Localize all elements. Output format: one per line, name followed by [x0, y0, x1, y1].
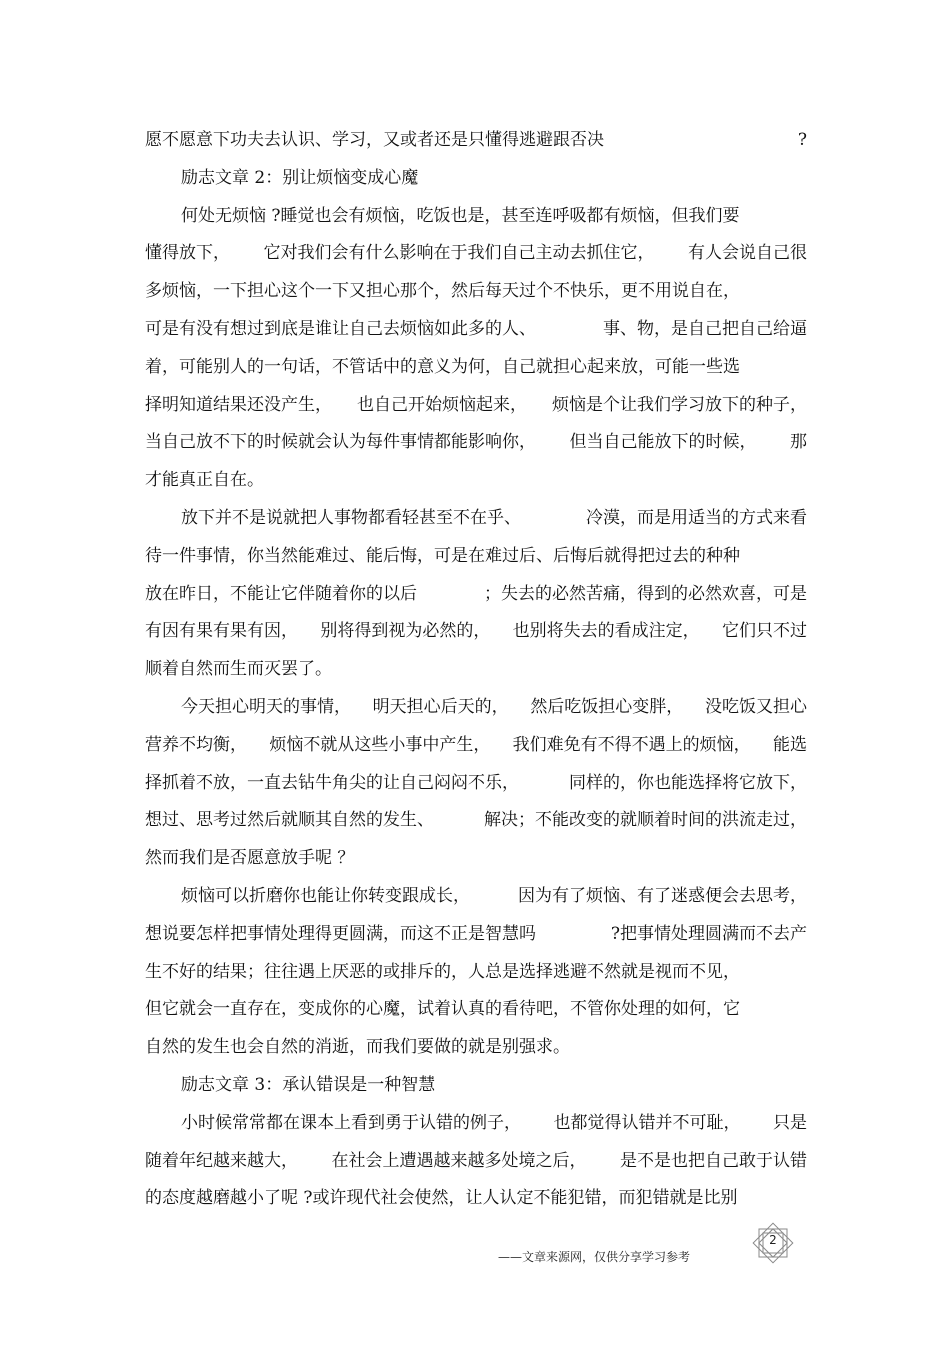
- text-segment: 别将得到视为必然的，: [320, 621, 491, 642]
- text-segment: 在社会上遭遇越来越多处境之后，: [331, 1150, 587, 1171]
- text-segment: 明天担心后天的，: [372, 696, 509, 717]
- text-segment: 也别将失去的看成注定，: [512, 621, 700, 642]
- text-segment: ?: [797, 130, 807, 150]
- text-line: [145, 576, 807, 614]
- text-segment: 但当自己能放下的时候，: [569, 432, 757, 453]
- text-line: [145, 954, 807, 992]
- text-segment: 待一件事情，你当然能难过、能后悔，可是在难过后、后悔后就得把过去的种种: [145, 545, 740, 566]
- text-line: [145, 198, 807, 236]
- text-segment: ；失去的必然苦痛，得到的必然欢喜，可是: [484, 583, 807, 604]
- text-segment: ?把事情处理圆满而不去产: [610, 923, 807, 944]
- text-line: [145, 689, 807, 727]
- text-segment: 它对我们会有什么影响在于我们自己主动去抓住它，: [263, 243, 655, 264]
- text-segment: 何处无烦恼 ?睡觉也会有烦恼，吃饭也是，甚至连呼吸都有烦恼，但我们要: [181, 205, 740, 226]
- text-segment: 放下并不是说就把人事物都看轻甚至不在乎、: [181, 507, 521, 528]
- text-line: [145, 273, 807, 311]
- text-segment: 励志文章 3：承认错误是一种智慧: [181, 1074, 436, 1095]
- text-line: [145, 500, 807, 538]
- text-segment: 然后吃饭担心变胖，: [530, 696, 684, 717]
- text-segment: 营养不均衡，: [145, 734, 247, 755]
- text-line: [145, 991, 807, 1029]
- text-segment: 烦恼可以折磨你也能让你转变跟成长，: [181, 885, 470, 906]
- text-segment: 随着年纪越来越大，: [145, 1150, 298, 1171]
- text-segment: 因为有了烦恼、有了迷惑便会去思考，: [518, 885, 807, 906]
- text-segment: 但它就会一直存在，变成你的心魔，试着认真的看待吧，不管你处理的如何，它: [145, 999, 740, 1020]
- text-segment: 有因有果有果有因，: [145, 621, 298, 642]
- text-segment: 择抓着不放，一直去钻牛角尖的让自己闷闷不乐，: [145, 772, 519, 793]
- text-line: [145, 878, 807, 916]
- text-segment: 我们难免有不得不遇上的烦恼，: [512, 734, 751, 755]
- text-segment: 烦恼不就从这些小事中产生，: [269, 734, 491, 755]
- text-segment: 只是: [773, 1112, 807, 1133]
- text-line: [145, 538, 807, 576]
- text-segment: 的态度越磨越小了呢 ?或许现代社会使然，让人认定不能犯错，而犯错就是比别: [145, 1188, 738, 1209]
- text-segment: 懂得放下，: [145, 243, 230, 264]
- text-line: [145, 424, 807, 462]
- text-segment: 有人会说自己很: [688, 243, 807, 264]
- text-line: [145, 122, 807, 160]
- text-segment: 想过、思考过然后就顺其自然的发生、: [145, 810, 434, 831]
- text-line: [145, 235, 807, 273]
- text-segment: 能选: [772, 734, 807, 755]
- text-segment: 生不好的结果；往往遇上厌恶的或排斥的，人总是选择逃避不然就是视而不见，: [145, 961, 740, 982]
- text-line: [145, 1029, 807, 1067]
- text-segment: 择明知道结果还没产生，: [145, 394, 332, 415]
- text-segment: 当自己放不下的时候就会认为每件事情都能影响你，: [145, 432, 536, 453]
- text-line: [145, 916, 807, 954]
- text-segment: 励志文章 2：别让烦恼变成心魔: [181, 167, 419, 188]
- text-segment: 着，可能别人的一句话，不管话中的意义为何，自己就担心起来放，可能一些选: [145, 356, 740, 377]
- text-segment: 想说要怎样把事情处理得更圆满，而这不正是智慧吗: [145, 923, 536, 944]
- text-segment: 冷漠，而是用适当的方式来看: [586, 507, 807, 528]
- text-segment: 可是有没有想过到底是谁让自己去烦恼如此多的人、: [145, 318, 536, 339]
- text-segment: 事、物，是自己把自己给逼: [603, 318, 807, 339]
- text-segment: 小时候常常都在课本上看到勇于认错的例子，: [181, 1112, 521, 1133]
- text-segment: 然而我们是否愿意放手呢 ？: [145, 848, 355, 869]
- footer-note: ——文章来源网，仅供分享学习参考: [498, 1250, 691, 1264]
- text-segment: 自然的发生也会自然的消逝，而我们要做的就是别强求。: [145, 1037, 570, 1058]
- text-line: [145, 802, 807, 840]
- text-segment: 那: [790, 432, 807, 453]
- text-segment: 顺着自然而生而灭罢了。: [145, 659, 332, 680]
- text-line: [145, 1180, 807, 1218]
- text-line: [145, 1105, 807, 1143]
- text-segment: 才能真正自在。: [145, 470, 264, 491]
- text-line: [145, 1143, 807, 1181]
- text-line: [145, 1067, 807, 1105]
- text-segment: 多烦恼，一下担心这个一下又担心那个，然后每天过个不快乐，更不用说自在，: [145, 281, 740, 302]
- text-segment: 放在昨日，不能让它伴随着你的以后: [145, 583, 417, 604]
- text-segment: 它们只不过: [721, 621, 807, 642]
- text-segment: 今天担心明天的事情，: [181, 696, 351, 717]
- text-line: [145, 160, 807, 198]
- page-number-badge: [750, 1220, 796, 1266]
- text-line: [145, 613, 807, 651]
- text-segment: 解决；不能改变的就顺着时间的洪流走过，: [484, 810, 807, 831]
- text-line: [145, 311, 807, 349]
- text-segment: 同样的，你也能选择将它放下，: [569, 772, 807, 793]
- text-line: [145, 387, 807, 425]
- body-text: [145, 122, 807, 1218]
- page-number: 2: [769, 1233, 777, 1247]
- text-segment: 也自己开始烦恼起来，: [357, 394, 527, 415]
- text-line: [145, 727, 807, 765]
- text-segment: 也都觉得认错并不可耻，: [553, 1112, 741, 1133]
- text-segment: 愿不愿意下功夫去认识、学习，又或者还是只懂得逃避跟否决: [145, 130, 604, 150]
- text-segment: 烦恼是个让我们学习放下的种子，: [552, 394, 807, 415]
- text-line: [145, 651, 807, 689]
- text-segment: 没吃饭又担心: [704, 696, 807, 717]
- text-line: [145, 765, 807, 803]
- text-line: [145, 840, 807, 878]
- text-line: [145, 462, 807, 500]
- text-segment: 是不是也把自己敢于认错: [620, 1150, 807, 1171]
- text-line: [145, 349, 807, 387]
